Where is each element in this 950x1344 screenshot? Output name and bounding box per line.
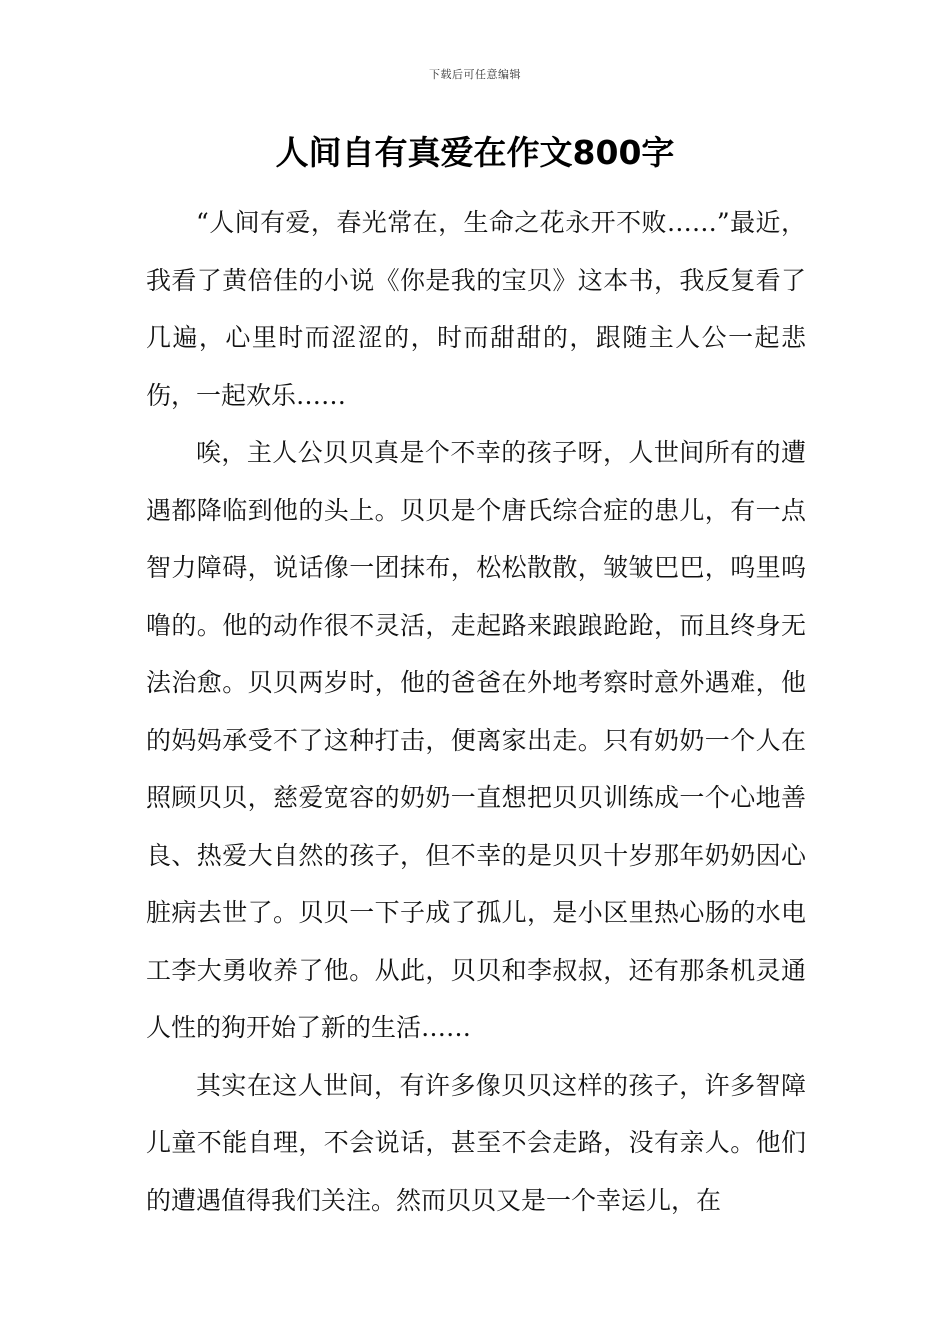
paragraph-3: 其实在这人世间，有许多像贝贝这样的孩子，许多智障儿童不能自理，不会说话，甚至不会走路，没有亲人。他们的遭遇值得我们关注。然而贝贝又是一个幸运儿，在 bbox=[146, 1070, 806, 1215]
header-note: 下载后可任意编辑 bbox=[429, 68, 521, 81]
document-title: 人间自有真爱在作文800字 bbox=[275, 133, 675, 172]
paragraph-2: 唉，主人公贝贝真是个不幸的孩子呀，人世间所有的遭遇都降临到他的头上。贝贝是个唐氏综合症的患儿，有一点智力障碍，说话像一团抹布，松松散散，皱皱巴巴，呜里呜噜的。他的动作很不灵活，走起路来踉踉跄跄，而且终身无法治愈。贝贝两岁时，他的爸爸在外地考察时意外遇难，他的妈妈承受不了这种打击，便离家出走。只有奶奶一个人在照顾贝贝，慈爱宽容的奶奶一直想把贝贝训练成一个心地善良、热爱大自然的孩子，但不幸的是贝贝十岁那年奶奶因心脏病去世了。贝贝一下子成了孤儿，是小区里热心肠的水电工李大勇收养了他。从此，贝贝和李叔叔，还有那条机灵通人性的狗开始了新的生活…… bbox=[146, 438, 806, 1042]
document-body bbox=[146, 194, 806, 1229]
paragraph-1: “人间有爱，春光常在，生命之花永开不败……”最近，我看了黄倍佳的小说《你是我的宝贝》这本书，我反复看了几遍，心里时而涩涩的，时而甜甜的，跟随主人公一起悲伤，一起欢乐…… bbox=[146, 208, 806, 410]
